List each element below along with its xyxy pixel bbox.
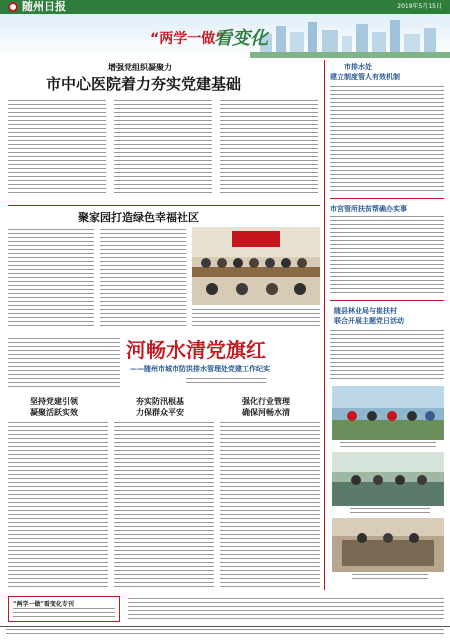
section-2-title-line2: 力保群众平安 bbox=[136, 407, 184, 417]
main-headline: 河畅水清党旗红 bbox=[126, 338, 266, 362]
section-2 bbox=[114, 396, 214, 590]
sidebar-story1-body bbox=[330, 86, 444, 194]
feature-body-col1 bbox=[8, 229, 94, 329]
sidebar-rule-2 bbox=[330, 300, 444, 301]
main-intro-text bbox=[8, 338, 120, 390]
sidebar-story1-title-line1: 市排水处 bbox=[344, 62, 372, 71]
section-1-title-line1: 坚持党建引领 bbox=[30, 396, 78, 406]
sidebar-photo-2-caption bbox=[350, 508, 430, 513]
sidebar-photo-3 bbox=[332, 518, 444, 572]
main-feature bbox=[8, 334, 320, 590]
sidebar-photo-1-caption bbox=[340, 442, 436, 447]
banner-title bbox=[150, 22, 290, 52]
lead-body-col3 bbox=[220, 100, 318, 196]
sidebar-story3-title-line1: 随县林业局与崔扶村 bbox=[334, 306, 397, 315]
footer-column-box bbox=[8, 596, 120, 622]
feature-header-bar bbox=[8, 205, 320, 206]
section-3-title-line1: 强化行业管理 bbox=[242, 396, 290, 406]
sidebar bbox=[330, 60, 444, 590]
footer-bottom-bar bbox=[0, 626, 450, 627]
section-3-body bbox=[220, 422, 320, 590]
masthead-date: 2019年5月15日 bbox=[397, 3, 442, 10]
section-3 bbox=[220, 396, 320, 590]
lead-body-col2 bbox=[114, 100, 212, 196]
main-byline bbox=[186, 378, 266, 383]
sidebar-story3-body bbox=[330, 330, 444, 380]
sidebar-story1-title-line2: 建立制度管人有效机制 bbox=[330, 72, 400, 81]
sidebar-story2-body bbox=[330, 216, 444, 296]
sidebar-rule-1 bbox=[330, 198, 444, 199]
paper-name: 随州日报 bbox=[22, 0, 66, 13]
banner-sub-text: 看变化 bbox=[214, 28, 268, 49]
community-meeting-photo bbox=[192, 227, 320, 305]
sidebar-photo-1 bbox=[332, 386, 444, 440]
main-subtitle: ——随州市城市防洪排水管理处党建工作纪实 bbox=[130, 364, 270, 373]
masthead bbox=[0, 0, 450, 58]
feature-body-col3 bbox=[192, 309, 320, 329]
section-1 bbox=[8, 396, 108, 590]
lead-headline: 市中心医院着力夯实党建基础 bbox=[46, 75, 242, 93]
feature-body-col2 bbox=[100, 229, 186, 329]
banner-main-text: “两学一做” bbox=[150, 31, 225, 47]
lead-story bbox=[8, 60, 320, 200]
feature-headline: 聚家园打造绿色幸福社区 bbox=[78, 211, 199, 224]
lead-kicker: 增强党组织凝聚力 bbox=[108, 62, 172, 72]
sidebar-photo-3-caption bbox=[352, 574, 428, 579]
section-1-title-line2: 凝聚活跃实效 bbox=[30, 407, 78, 417]
section-2-title-line1: 夯实防汛根基 bbox=[136, 396, 184, 406]
sidebar-divider bbox=[324, 60, 325, 590]
footer-contact-info bbox=[128, 598, 444, 620]
sidebar-story2-title: 市宫管所扶贫帮确办实事 bbox=[330, 204, 407, 213]
footer-column-title: “两学一做”看变化专刊 bbox=[13, 601, 74, 608]
footer-column-details bbox=[13, 608, 115, 620]
feature-story bbox=[8, 203, 320, 331]
footer bbox=[0, 596, 450, 640]
lead-body-col1 bbox=[8, 100, 106, 196]
masthead-green-bar bbox=[0, 0, 450, 14]
section-3-title-line2: 确保河畅水清 bbox=[242, 407, 290, 417]
section-2-body bbox=[114, 422, 214, 590]
sidebar-story3-title-line2: 联合开展主题党日活动 bbox=[334, 316, 404, 325]
section-1-body bbox=[8, 422, 108, 590]
paper-logo-icon bbox=[8, 2, 18, 12]
sidebar-photo-2 bbox=[332, 452, 444, 506]
footer-imprint bbox=[6, 629, 444, 637]
